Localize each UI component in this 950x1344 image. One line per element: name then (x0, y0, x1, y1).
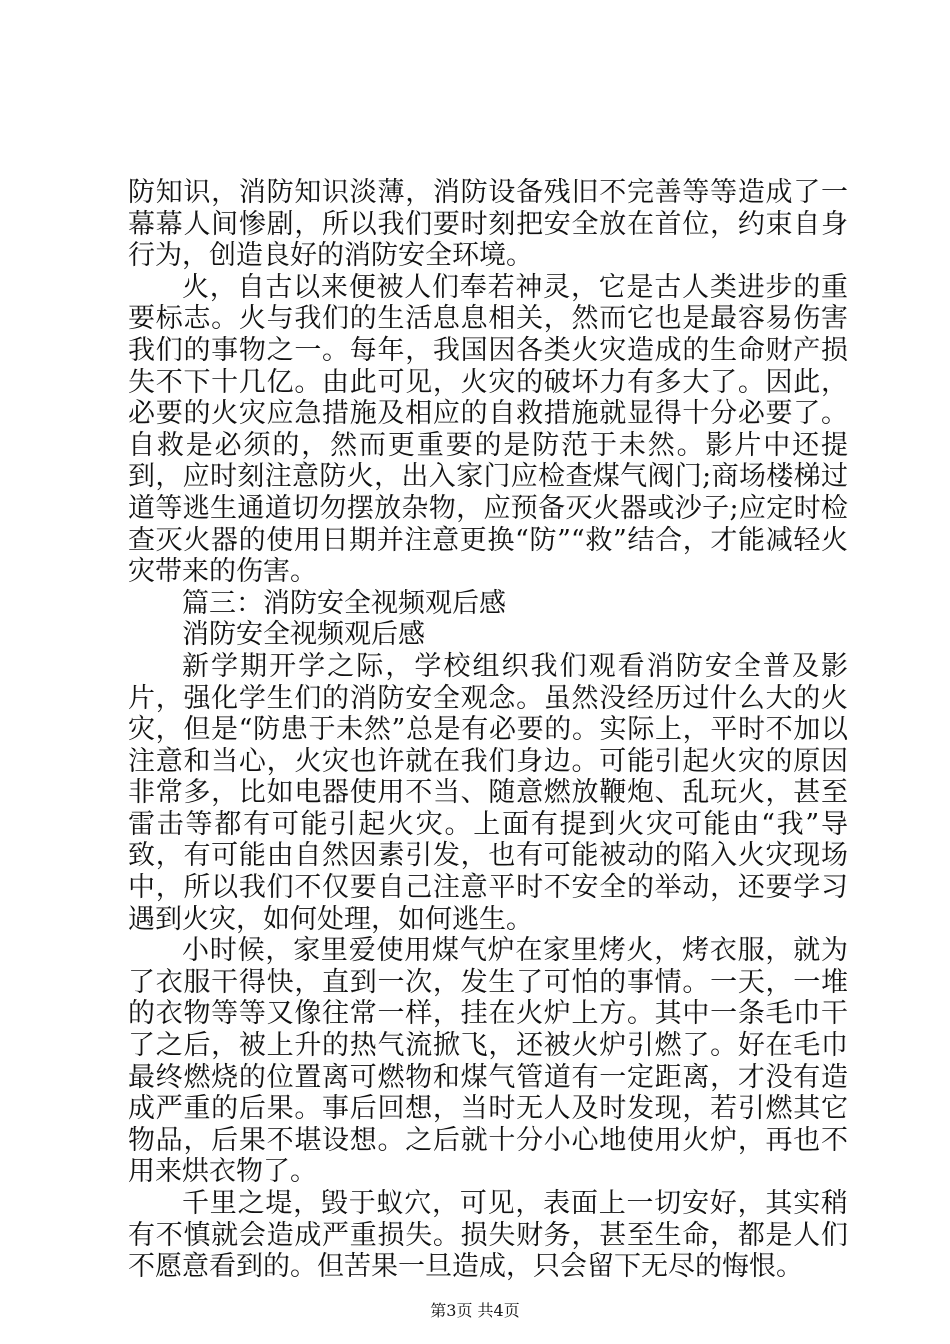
paragraph-fire-history: 火，自古以来便被人们奉若神灵，它是古人类进步的重要标志。火与我们的生活息息相关，然而它也是最容易伤害我们的事物之一。每年，我国因各类火灾造成的生命财产损失不下十几亿。由此可见，火灾的破坏力有多大了。因此，必要的火灾应急措施及相应的自救措施就显得十分必要了。自救是必须的，然而更重要的是防范于未然。影片中还提到，应时刻注意防火，出入家门应检查煤气阀门;商场楼梯过道等逃生通道切勿摆放杂物，应预备灭火器或沙子;应定时检查灭火器的使用日期并注意更换“防”“救”结合，才能减轻火灾带来的伤害。 (128, 271, 848, 588)
page-number-footer: 第3页 共4页 (430, 1301, 520, 1320)
paragraph-childhood: 小时候，家里爱使用煤气炉在家里烤火，烤衣服，就为了衣服干得快，直到一次，发生了可怕的事情。一天，一堆的衣物等等又像往常一样，挂在火炉上方。其中一条毛巾干了之后，被上升的热气流掀飞，还被火炉引燃了。好在毛巾最终燃烧的位置离可燃物和煤气管道有一定距离，才没有造成严重的后果。事后回想，当时无人及时发现，若引燃其它物品，后果不堪设想。之后就十分小心地使用火炉，再也不用来烘衣物了。 (128, 935, 848, 1188)
paragraph-continuation: 防知识，消防知识淡薄，消防设备残旧不完善等等造成了一幕幕人间惨剧，所以我们要时刻把安全放在首位，约束自身行为，创造良好的消防安全环境。 (128, 177, 848, 272)
section-title: 消防安全视频观后感 (182, 619, 425, 651)
section-heading: 篇三：消防安全视频观后感 (182, 587, 506, 619)
paragraph-conclusion: 千里之堤，毁于蚁穴，可见，表面上一切安好，其实稍有不慎就会造成严重损失。损失财务，甚至生命，都是人们不愿意看到的。但苦果一旦造成，只会留下无尽的悔恨。 (128, 1188, 848, 1283)
document-body (128, 177, 848, 1283)
paragraph-new-semester: 新学期开学之际，学校组织我们观看消防安全普及影片，强化学生们的消防安全观念。虽然没经历过什么大的火灾，但是“防患于未然”总是有必要的。实际上，平时不加以注意和当心，火灾也许就在我们身边。可能引起火灾的原因非常多，比如电器使用不当、随意燃放鞭炮、乱玩火，甚至雷击等都有可能引起火灾。上面有提到火灾可能由“我”导致，有可能由自然因素引发，也有可能被动的陷入火灾现场中，所以我们不仅要自己注意平时不安全的举动，还要学习遇到火灾，如何处理，如何逃生。 (128, 650, 848, 935)
